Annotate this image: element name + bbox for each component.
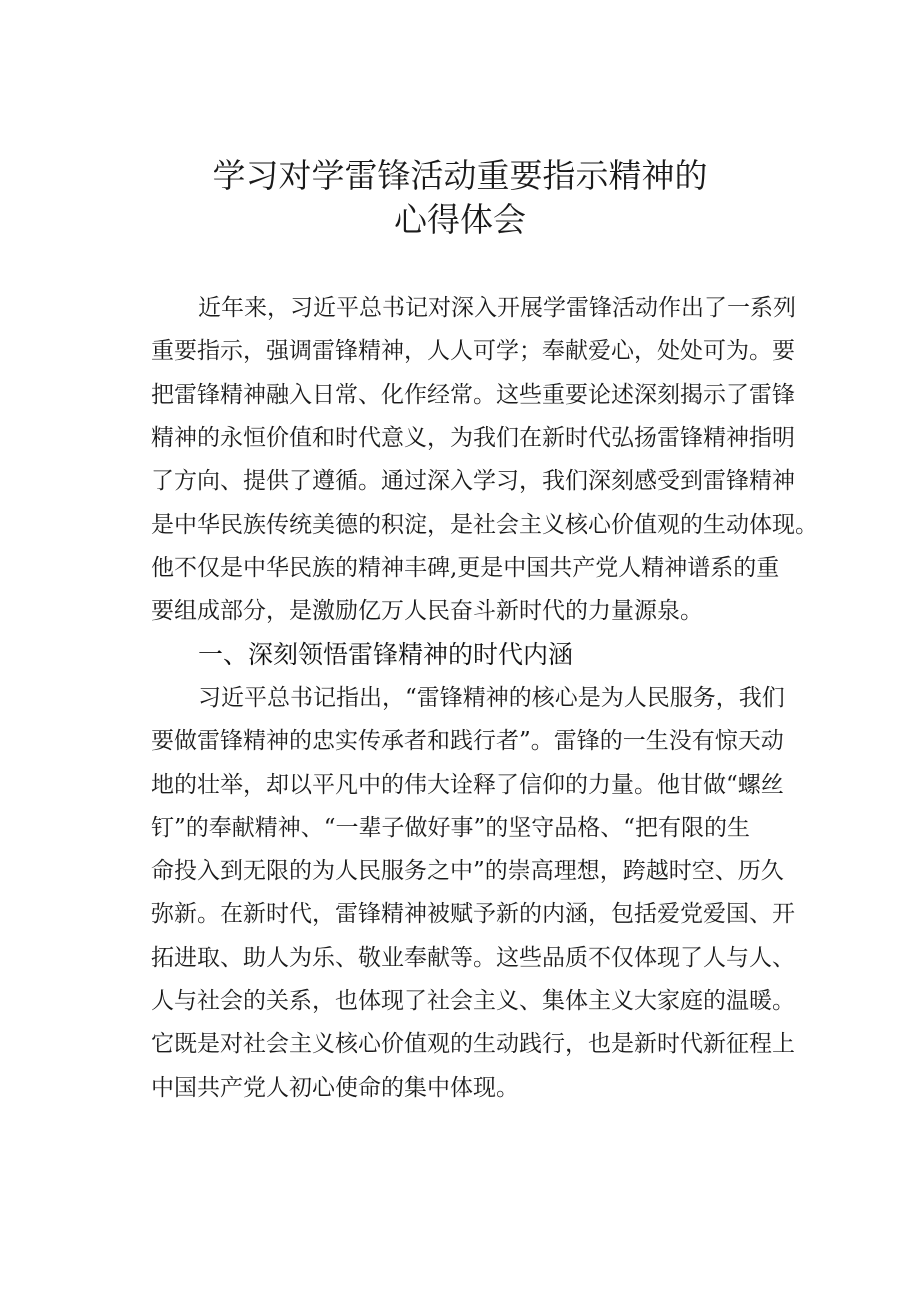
paragraph-line: 了方向、提供了遵循。通过深入学习，我们深刻感受到雷锋精神 (151, 468, 795, 494)
paragraph-line: 钉”的奉献精神、“一辈子做好事”的坚守品格、“把有限的生 (151, 815, 751, 841)
paragraph-line: 中国共产党人初心使命的集中体现。 (151, 1075, 519, 1101)
section-heading-1: 一、深刻领悟雷锋精神的时代内涵 (198, 640, 574, 669)
paragraph-line: 拓进取、助人为乐、敬业奉献等。这些品质不仅体现了人与人、 (151, 945, 795, 971)
document-title-line-1: 学习对学雷锋活动重要指示精神的 (212, 156, 708, 195)
document-title-line-2: 心得体会 (394, 200, 526, 239)
paragraph-line: 把雷锋精神融入日常、化作经常。这些重要论述深刻揭示了雷锋 (151, 382, 795, 408)
paragraph-line: 人与社会的关系，也体现了社会主义、集体主义大家庭的温暖。 (151, 988, 795, 1014)
paragraph-line: 近年来，习近平总书记对深入开展学雷锋活动作出了一系列 (198, 295, 796, 321)
paragraph-line: 他不仅是中华民族的精神丰碑,更是中国共产党人精神谱系的重 (151, 555, 780, 581)
paragraph-line: 要做雷锋精神的忠实传承者和践行者”。雷锋的一生没有惊天动 (151, 728, 784, 754)
paragraph-line: 弥新。在新时代，雷锋精神被赋予新的内涵，包括爱党爱国、开 (151, 901, 795, 927)
paragraph-line: 地的壮举，却以平凡中的伟大诠释了信仰的力量。他甘做“螺丝 (151, 772, 784, 798)
paragraph-line: 是中华民族传统美德的积淀，是社会主义核心价值观的生动体现。 (151, 512, 818, 538)
paragraph-line: 命投入到无限的为人民服务之中”的崇高理想，跨越时空、历久 (151, 858, 784, 884)
paragraph-line: 重要指示，强调雷锋精神，人人可学；奉献爱心，处处可为。要 (151, 338, 795, 364)
paragraph-line: 习近平总书记指出，“雷锋精神的核心是为人民服务，我们 (198, 685, 785, 711)
paragraph-line: 它既是对社会主义核心价值观的生动践行，也是新时代新征程上 (151, 1031, 795, 1057)
paragraph-line: 要组成部分，是激励亿万人民奋斗新时代的力量源泉。 (151, 598, 703, 624)
paragraph-line: 精神的永恒价值和时代意义，为我们在新时代弘扬雷锋精神指明 (151, 425, 795, 451)
